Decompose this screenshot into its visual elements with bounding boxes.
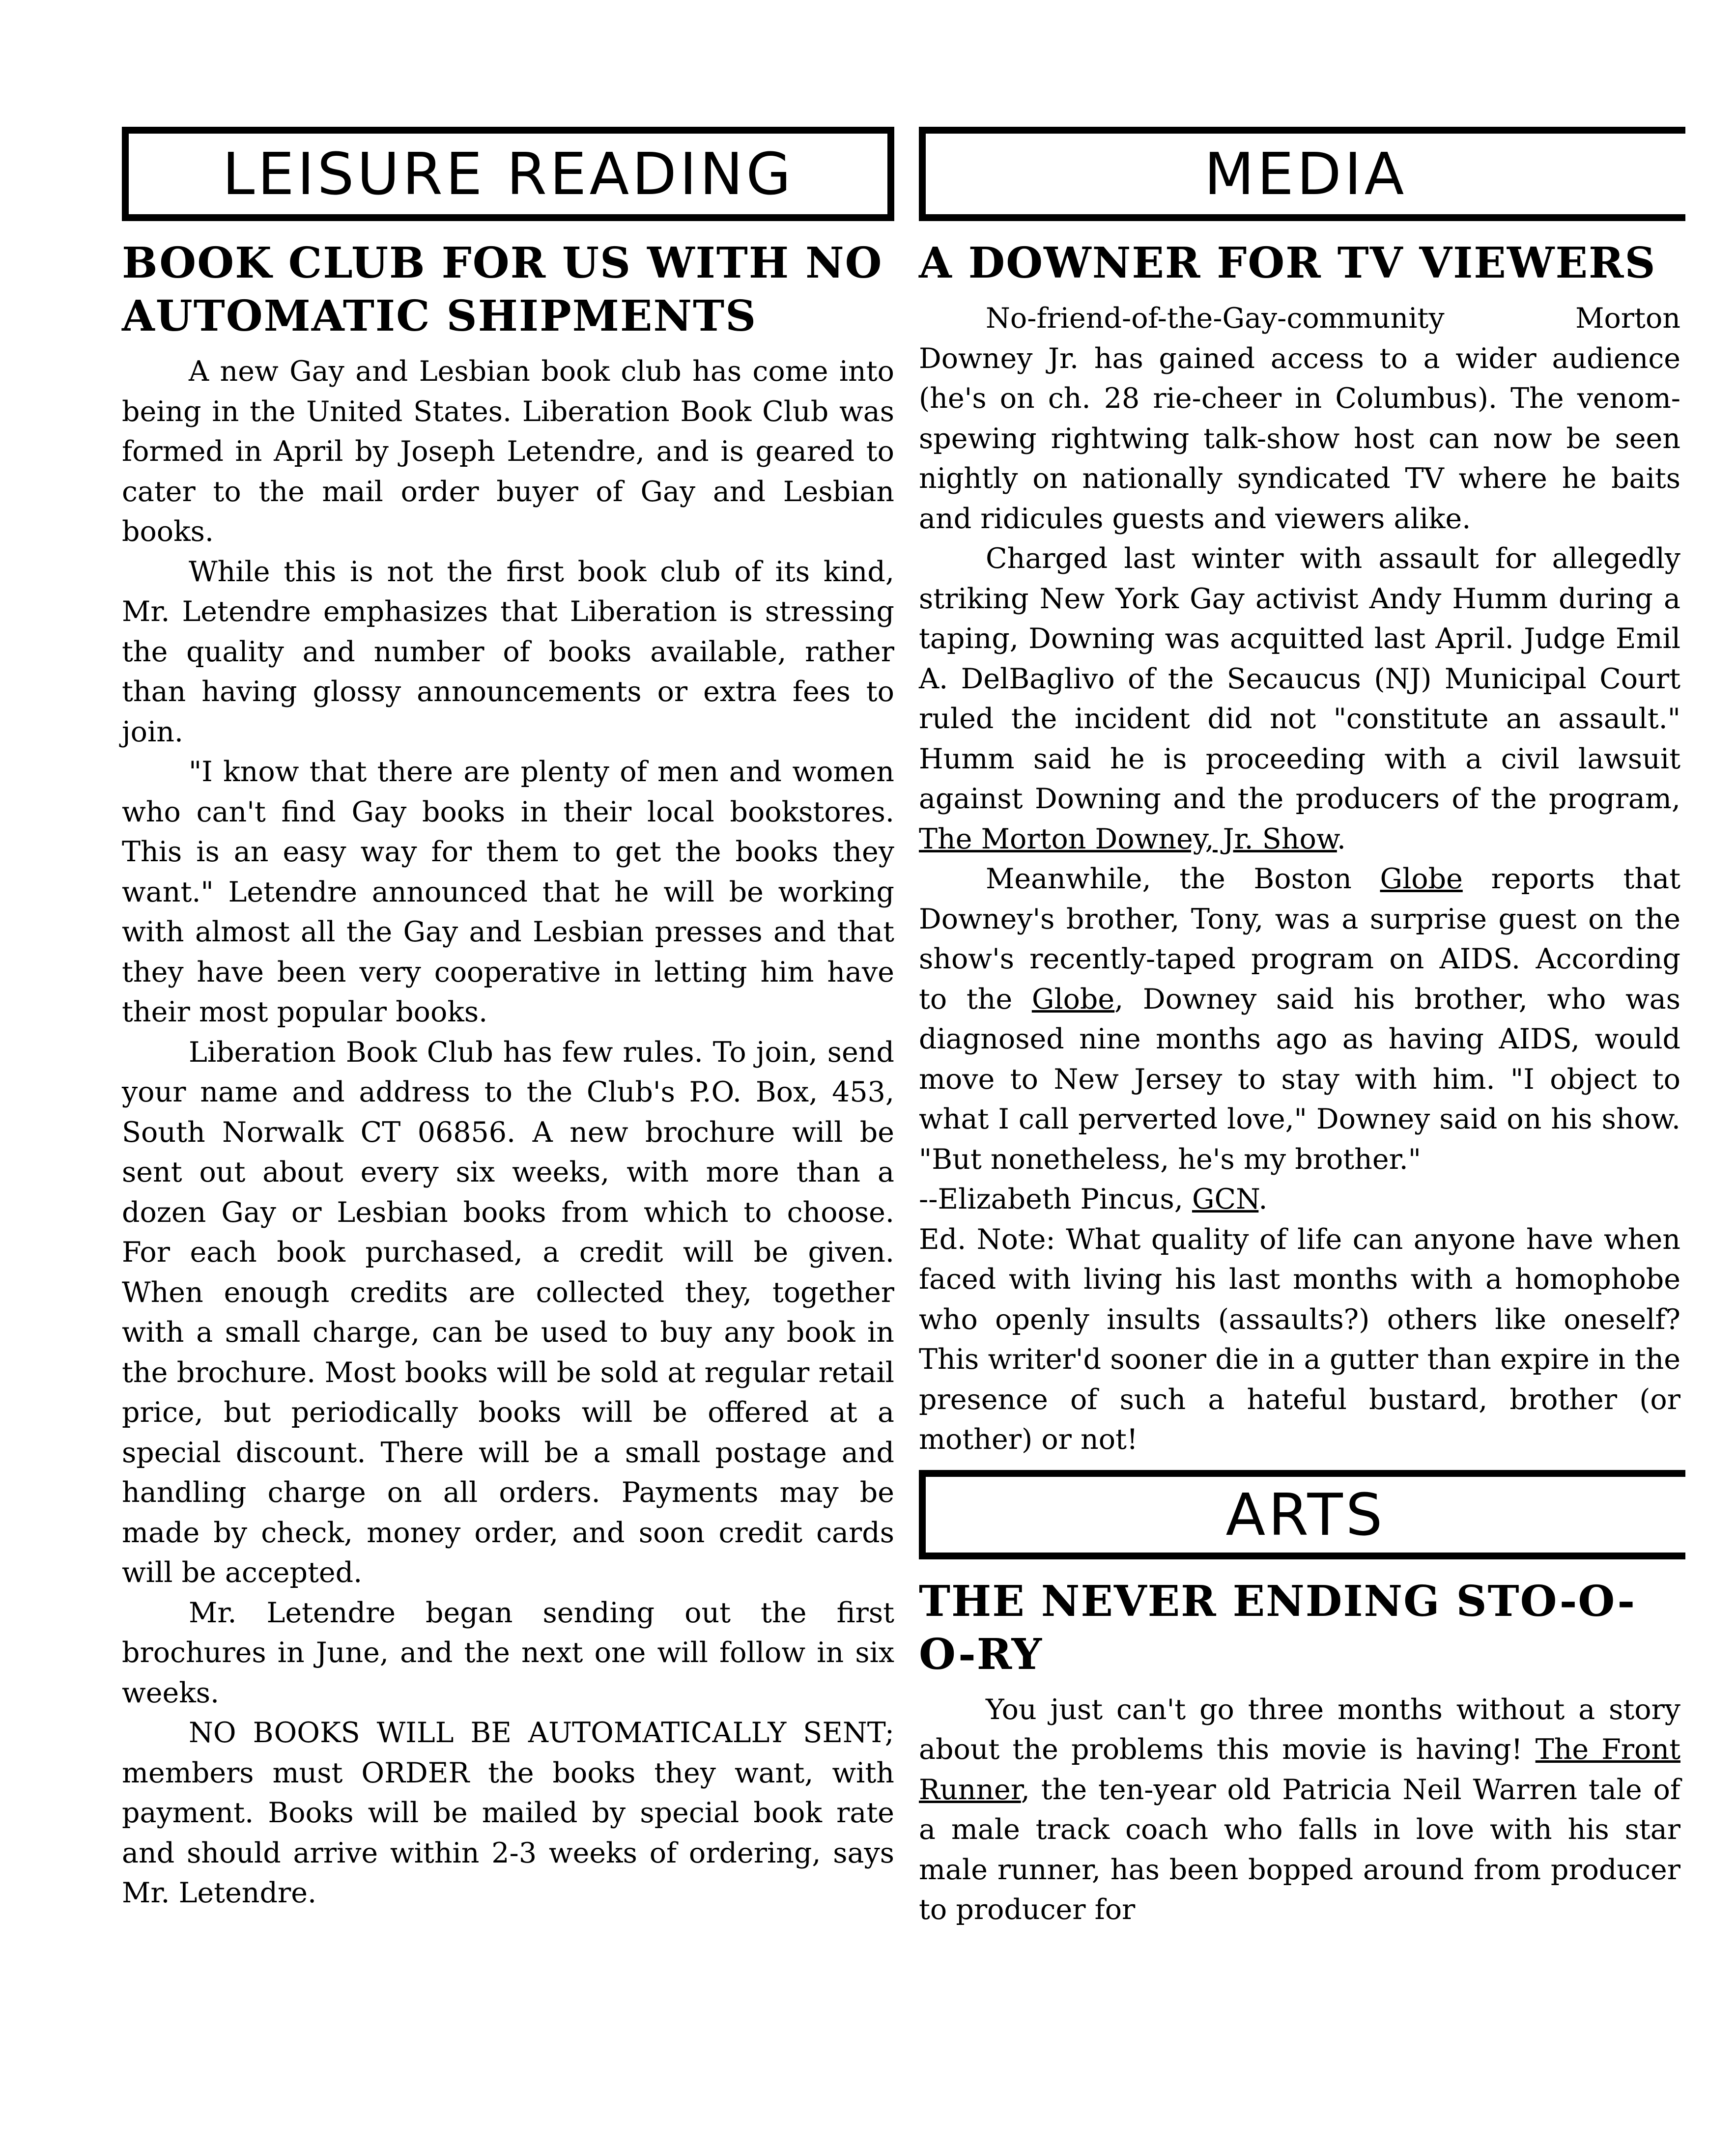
paragraph-text: Charged last winter with assault for allegedly striking New York Gay activist Andy Humm during a taping, Downing was acquitted last April. Judge Emil A. DelBaglivo of the Secaucus (NJ) Municipal Court ruled the incident did not "constitute an assault." Humm said he is proceeding with a civil lawsuit against Downing and the producers of the program, [919, 542, 1680, 815]
article-paragraph: While this is not the first book club of its kind, Mr. Letendre emphasizes that Liberation is stressing the quality and number of books available, rather than having glossy announcements or extra fees to join. [122, 555, 894, 748]
leisure-reading-column [122, 127, 894, 1914]
media-arts-column [919, 127, 1680, 1930]
byline [919, 1180, 1680, 1220]
article-paragraph [919, 539, 1680, 859]
paragraph-text: , the ten-year old Patricia Neil Warren tale of a male track coach who falls in love with his star male runner, has been bopped around from producer to producer for [919, 1773, 1680, 1926]
globe-title: Globe [1031, 983, 1115, 1016]
leisure-reading-banner: LEISURE READING [122, 127, 894, 221]
paragraph-text: reports that Downey's brother, Tony, was a surprise guest on the show's recently-taped program on AIDS. According to the [919, 863, 1680, 1016]
media-banner: MEDIA [919, 127, 1685, 221]
book-club-headline: BOOK CLUB FOR US WITH NO AUTOMATIC SHIPMENTS [122, 238, 883, 341]
paragraph-text: , Downey said his brother, who was diagnosed nine months ago as having AIDS, would move to New Jersey to stay with him. "I object to what I call perverted love," Downey said on his show. "But nonetheless, he's my brother." [919, 983, 1680, 1176]
article-paragraph: No-friend-of-the-Gay-community Morton Downey Jr. has gained access to a wider audience (he's on ch. 28 rie-cheer in Columbus). The venom-spewing rightwing talk-show host can now be seen nightly on nationally syndicated TV where he baits and ridicules guests and viewers alike. [919, 302, 1680, 535]
gcn-title: GCN [1192, 1183, 1259, 1215]
never-ending-story-headline: THE NEVER ENDING STO-O-O-RY [919, 1576, 1636, 1679]
paragraph-text: You just can't go three months without a story about the problems this movie is having! [919, 1693, 1680, 1766]
article-paragraph: NO BOOKS WILL BE AUTOMATICALLY SENT; members must ORDER the books they want, with payment. Books will be mailed by special book rate and should arrive within 2-3 weeks of ordering, says Mr. Letendre. [122, 1717, 894, 1909]
front-runner-title: The Front Runner [919, 1733, 1680, 1806]
article-paragraph [919, 1690, 1680, 1930]
arts-banner: ARTS [919, 1470, 1685, 1559]
article-paragraph: A new Gay and Lesbian book club has come into being in the United States. Liberation Book Club was formed in April by Joseph Letendre, and is geared to cater to the mail order buyer of Gay and Lesbian books. [122, 355, 894, 548]
tv-viewers-headline: A DOWNER FOR TV VIEWERS [919, 238, 1656, 288]
paragraph-text: Meanwhile, the Boston [986, 863, 1380, 895]
article-paragraph: Mr. Letendre began sending out the first brochures in June, and the next one will follow in six weeks. [122, 1596, 894, 1709]
globe-title: Globe [1380, 863, 1463, 895]
byline-end: . [1258, 1183, 1268, 1215]
article-paragraph [919, 859, 1680, 1180]
byline-name: --Elizabeth Pincus, [919, 1183, 1192, 1215]
paragraph-text: . [1337, 822, 1346, 855]
editor-note: Ed. Note: What quality of life can anyone have when faced with living his last months with a homophobe who openly insults (assaults?) others like oneself? This writer'd sooner die in a gutter than expire in the presence of such a hateful bustard, brother (or mother) or not! [919, 1223, 1680, 1456]
article-paragraph: Liberation Book Club has few rules. To join, send your name and address to the Club's P.O. Box, 453, South Norwalk CT 06856. A new brochure will be sent out about every six weeks, with more than a dozen Gay or Lesbian books from which to choose. For each book purchased, a credit will be given. When enough credits are collected they, together with a small charge, can be used to buy any book in the brochure. Most books will be sold at regular retail price, but periodically books will be offered at a special discount. There will be a small postage and handling charge on all orders. Payments may be made by check, money order, and soon credit cards will be accepted. [122, 1036, 894, 1589]
article-paragraph: "I know that there are plenty of men and women who can't find Gay books in their local bookstores. This is an easy way for them to get the books they want." Letendre announced that he will be working with almost all the Gay and Lesbian presses and that they have been very cooperative in letting him have their most popular books. [122, 756, 894, 1028]
show-title: The Morton Downey, Jr. Show [919, 822, 1337, 855]
